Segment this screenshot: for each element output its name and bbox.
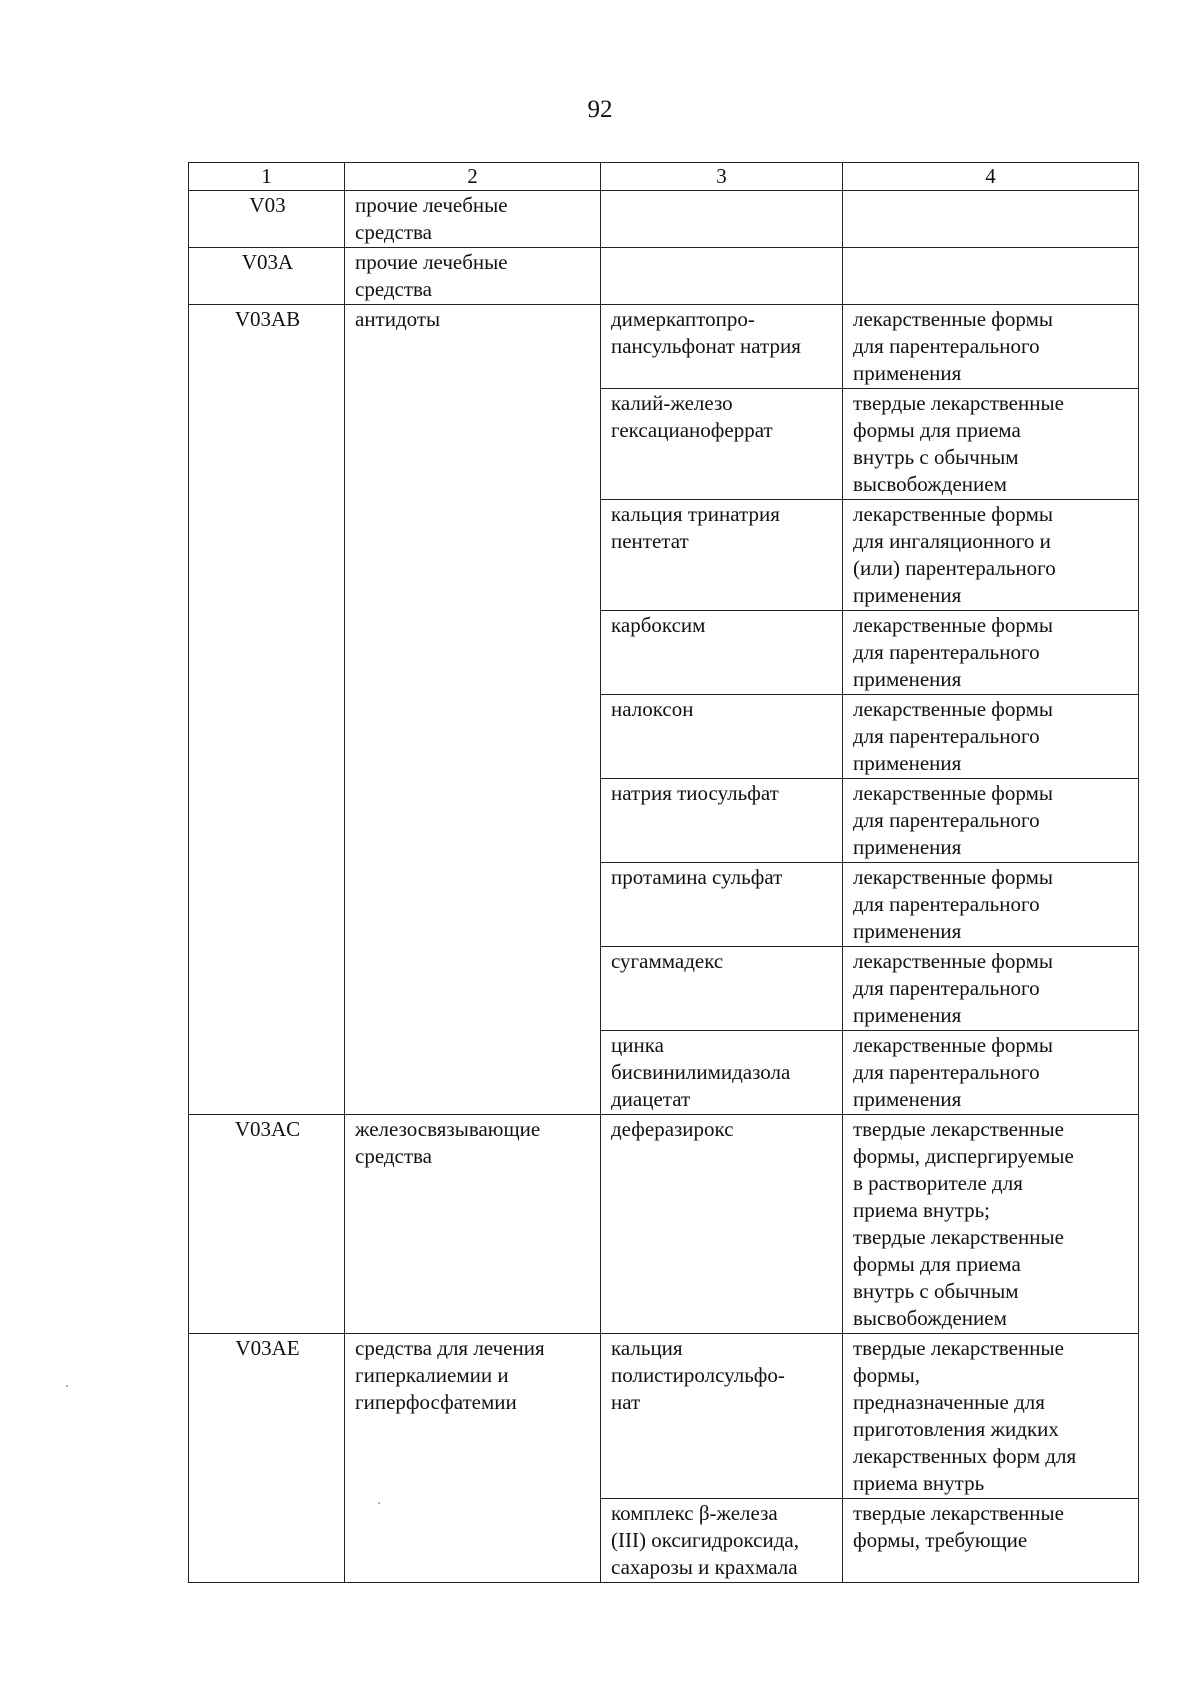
drug-name: комплекс β-железа (III) оксигидроксида, сахарозы и крахмала xyxy=(601,1499,843,1583)
header-row xyxy=(189,163,1139,191)
drug-name: цинка бисвинилимидазола диацетат xyxy=(601,1031,843,1115)
empty-cell xyxy=(843,248,1139,305)
header-cell: 3 xyxy=(601,163,843,191)
drug-name: сугаммадекс xyxy=(601,947,843,1031)
table-row xyxy=(189,191,1139,248)
table-row xyxy=(189,305,1139,389)
dosage-form: лекарственные формы для парентерального применения xyxy=(843,1031,1139,1115)
dosage-form: твердые лекарственные формы, диспергируемые в растворителе для приема внутрь; твердые лекарственные формы для приема внутрь с обычным высвобождением xyxy=(843,1115,1139,1334)
header-cell: 4 xyxy=(843,163,1139,191)
dosage-form: лекарственные формы для парентерального применения xyxy=(843,611,1139,695)
dosage-form: лекарственные формы для парентерального применения xyxy=(843,863,1139,947)
group-name: средства для лечения гиперкалиемии и гиперфосфатемии xyxy=(345,1334,601,1583)
dosage-form: лекарственные формы для парентерального применения xyxy=(843,779,1139,863)
empty-cell xyxy=(601,191,843,248)
scan-speck xyxy=(66,1385,68,1387)
dosage-form: лекарственные формы для ингаляционного и (или) парентерального применения xyxy=(843,500,1139,611)
dosage-form: лекарственные формы для парентерального применения xyxy=(843,695,1139,779)
dosage-form: твердые лекарственные формы, предназначенные для приготовления жидких лекарственных форм для приема внутрь xyxy=(843,1334,1139,1499)
drug-table xyxy=(188,162,1139,1583)
drug-name: натрия тиосульфат xyxy=(601,779,843,863)
atc-code: V03 xyxy=(189,191,345,248)
drug-name: кальция полистиролсульфо- нат xyxy=(601,1334,843,1499)
group-name: прочие лечебные средства xyxy=(345,191,601,248)
group-name: железосвязывающие средства xyxy=(345,1115,601,1334)
drug-name: деферазирокс xyxy=(601,1115,843,1334)
scan-speck xyxy=(378,1502,380,1504)
header-cell: 1 xyxy=(189,163,345,191)
drug-name: карбоксим xyxy=(601,611,843,695)
group-name: антидоты xyxy=(345,305,601,1115)
page-number: 92 xyxy=(587,96,613,123)
dosage-form: лекарственные формы для парентерального применения xyxy=(843,305,1139,389)
table-row xyxy=(189,1334,1139,1499)
drug-name: протамина сульфат xyxy=(601,863,843,947)
table-row xyxy=(189,1115,1139,1334)
atc-code: V03AE xyxy=(189,1334,345,1583)
empty-cell xyxy=(843,191,1139,248)
drug-name: налоксон xyxy=(601,695,843,779)
atc-code: V03AC xyxy=(189,1115,345,1334)
drug-name: кальция тринатрия пентетат xyxy=(601,500,843,611)
table-row xyxy=(189,248,1139,305)
drug-name: калий-железо гексацианоферрат xyxy=(601,389,843,500)
drug-name: димеркаптопро- пансульфонат натрия xyxy=(601,305,843,389)
group-name: прочие лечебные средства xyxy=(345,248,601,305)
dosage-form: твердые лекарственные формы, требующие xyxy=(843,1499,1139,1583)
atc-code: V03A xyxy=(189,248,345,305)
dosage-form: лекарственные формы для парентерального применения xyxy=(843,947,1139,1031)
dosage-form: твердые лекарственные формы для приема внутрь с обычным высвобождением xyxy=(843,389,1139,500)
header-cell: 2 xyxy=(345,163,601,191)
empty-cell xyxy=(601,248,843,305)
atc-code: V03AB xyxy=(189,305,345,1115)
